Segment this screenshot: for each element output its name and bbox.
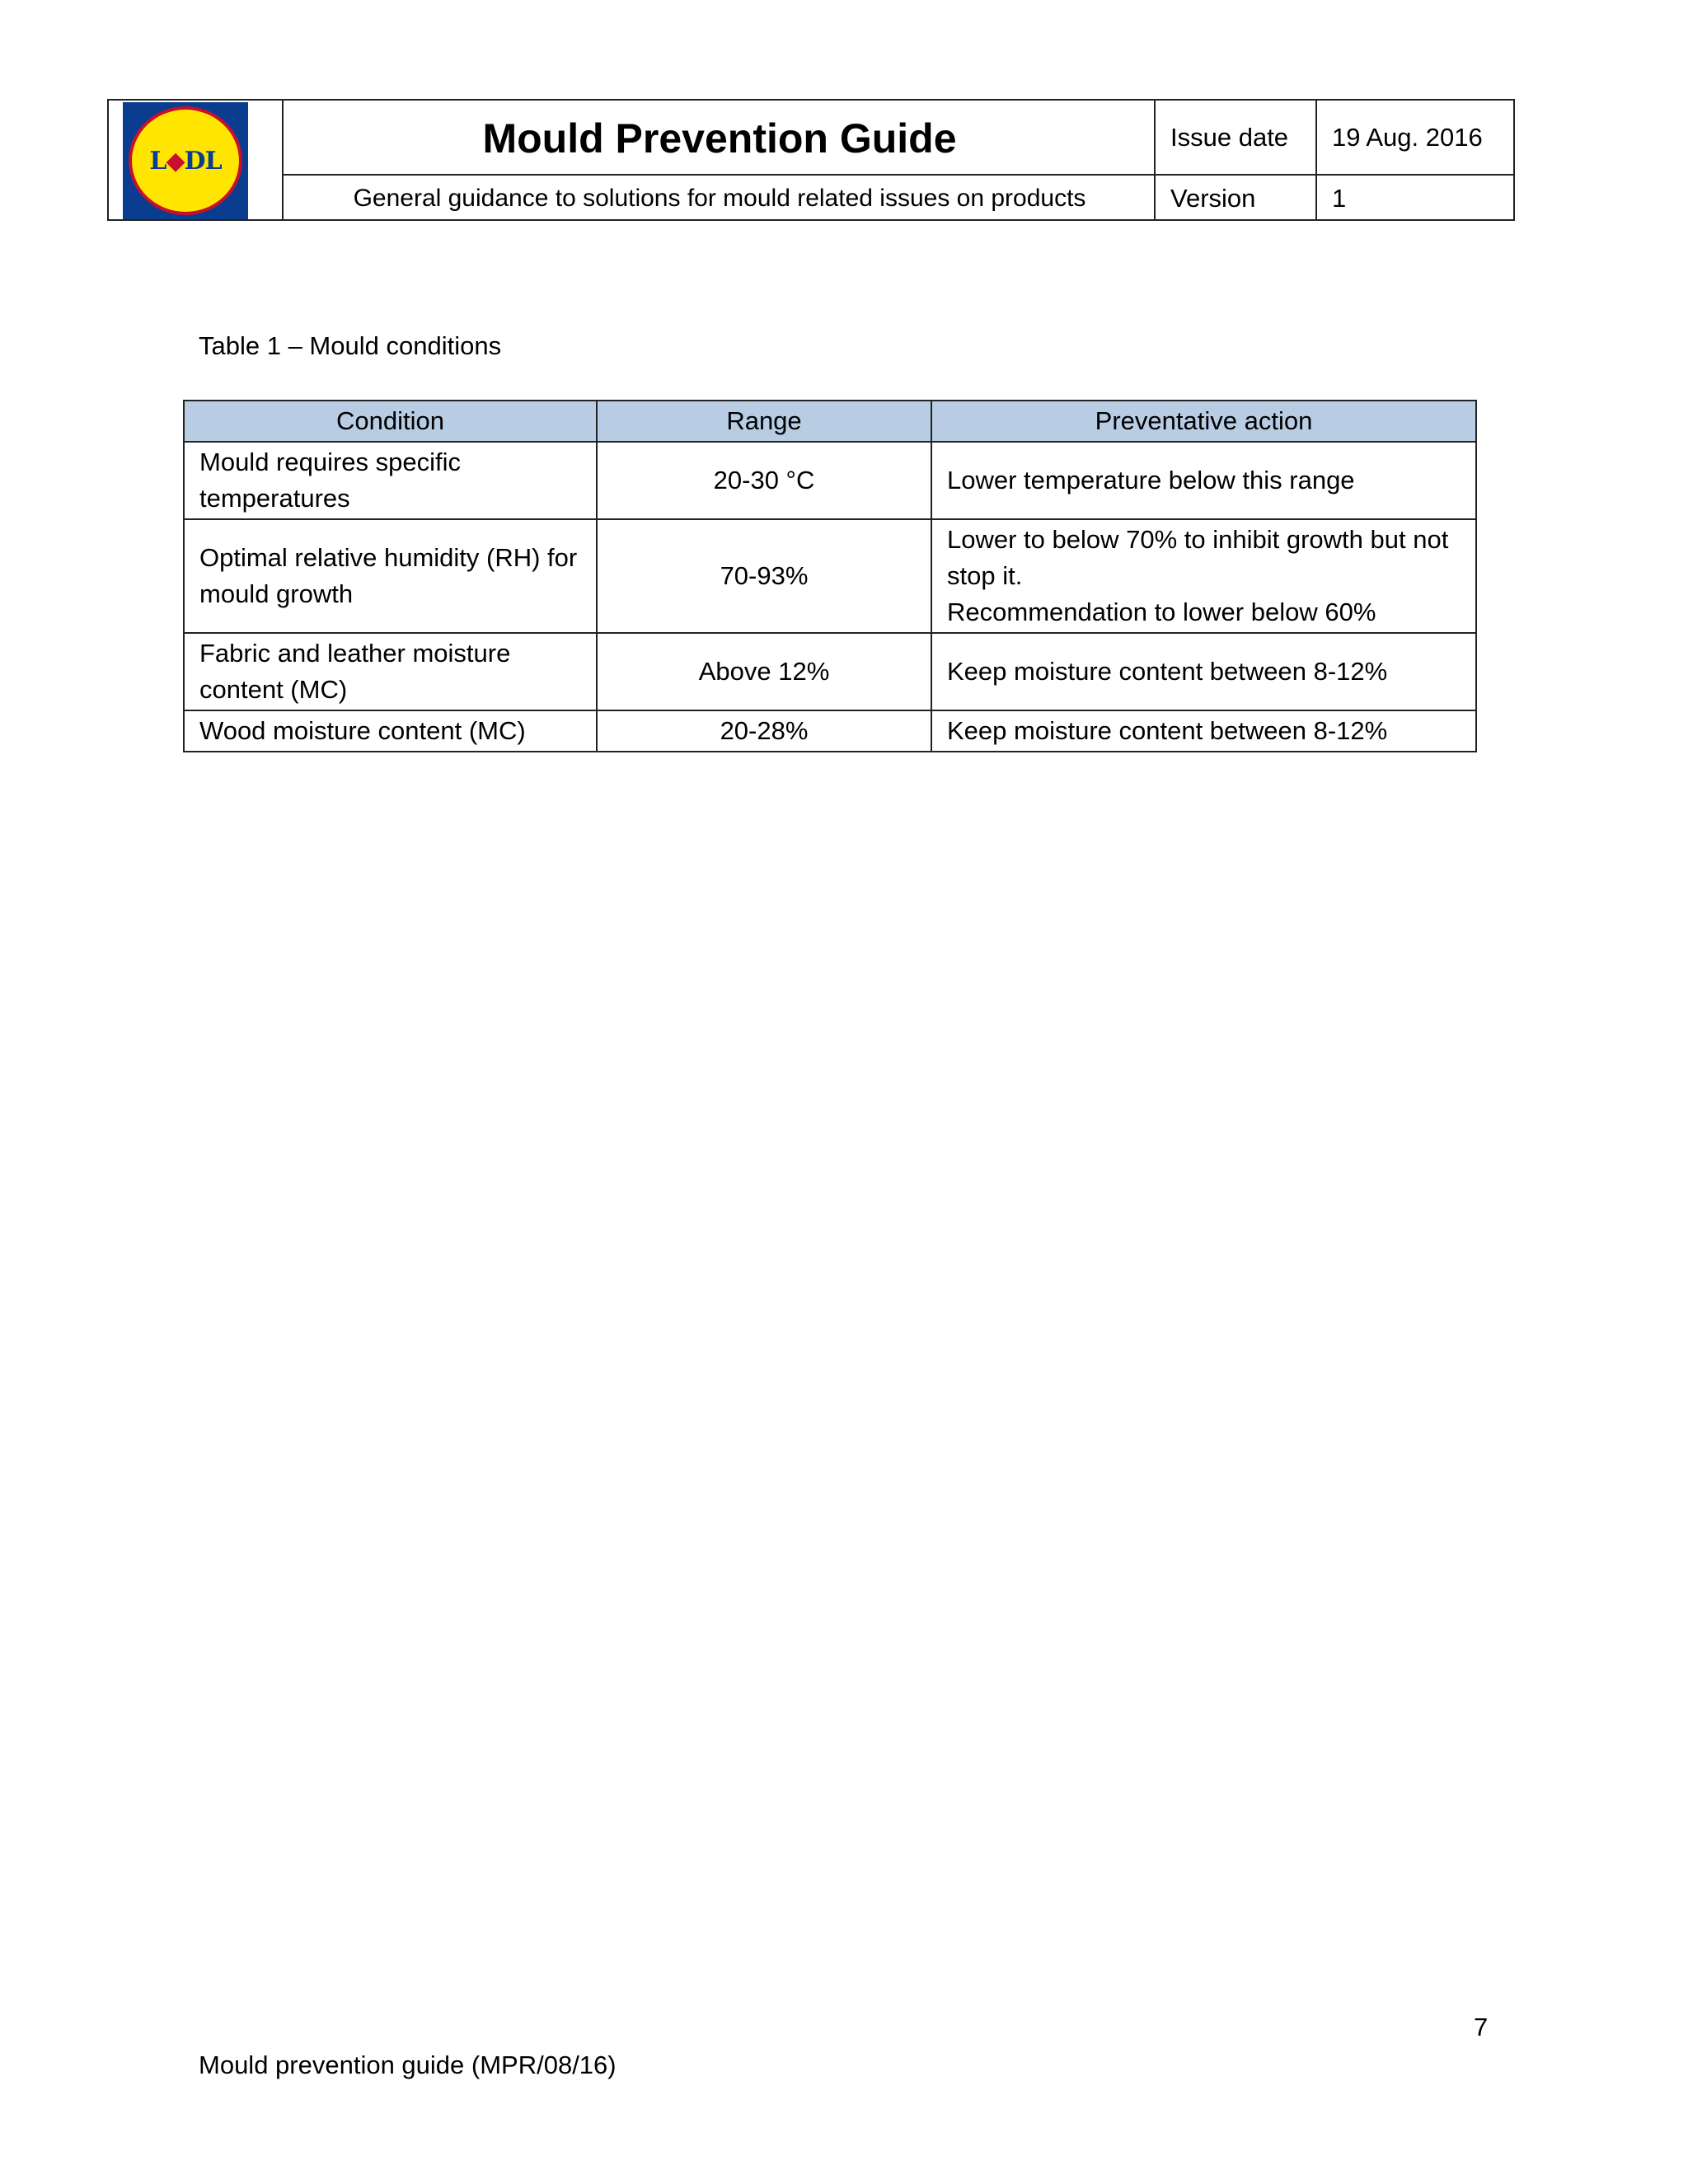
condition-cell: Optimal relative humidity (RH) for mould growth xyxy=(184,519,597,633)
action-line: Lower to below 70% to inhibit growth but not stop it. xyxy=(947,525,1449,590)
range-cell: 20-30 °C xyxy=(597,442,931,519)
condition-cell: Fabric and leather moisture content (MC) xyxy=(184,633,597,710)
document-header xyxy=(107,99,1515,221)
footer-doc-ref: Mould prevention guide (MPR/08/16) xyxy=(199,2050,617,2079)
table-row xyxy=(184,442,1476,519)
version-value: 1 xyxy=(1332,183,1347,213)
table-header-row xyxy=(184,401,1476,442)
issue-date-value: 19 Aug. 2016 xyxy=(1332,122,1483,152)
table-row xyxy=(184,519,1476,633)
table-caption: Table 1 – Mould conditions xyxy=(199,331,502,360)
action-cell xyxy=(931,519,1476,633)
lidl-logo: L ◆ DL xyxy=(123,102,248,219)
action-cell: Keep moisture content between 8-12% xyxy=(931,710,1476,752)
column-header: Preventative action xyxy=(931,401,1476,442)
table-row xyxy=(184,633,1476,710)
action-cell: Keep moisture content between 8-12% xyxy=(931,633,1476,710)
range-cell: 20-28% xyxy=(597,710,931,752)
mould-conditions-table xyxy=(183,400,1477,752)
column-header: Condition xyxy=(184,401,597,442)
table-row xyxy=(184,710,1476,752)
column-header: Range xyxy=(597,401,931,442)
action-line: Recommendation to lower below 60% xyxy=(947,598,1376,626)
range-cell: 70-93% xyxy=(597,519,931,633)
version-label: Version xyxy=(1170,183,1256,213)
document-subtitle: General guidance to solutions for mould related issues on products xyxy=(353,184,1086,212)
page-number: 7 xyxy=(1474,2013,1489,2041)
condition-cell: Mould requires specific temperatures xyxy=(184,442,597,519)
issue-date-label: Issue date xyxy=(1170,122,1289,152)
action-cell: Lower temperature below this range xyxy=(931,442,1476,519)
range-cell: Above 12% xyxy=(597,633,931,710)
condition-cell: Wood moisture content (MC) xyxy=(184,710,597,752)
document-title: Mould Prevention Guide xyxy=(482,115,957,162)
